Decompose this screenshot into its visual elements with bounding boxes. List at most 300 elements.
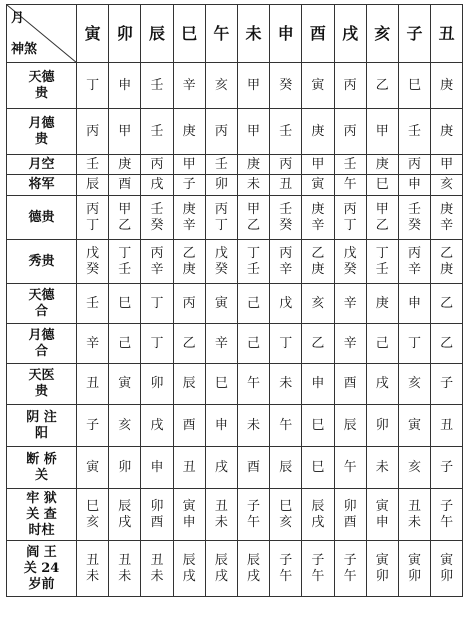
cell-value: 戌 — [214, 568, 228, 584]
cell-value: 辰 — [86, 177, 100, 192]
cell-value: 辰 — [279, 459, 293, 475]
cell-value: 丑 — [118, 552, 132, 568]
cell-value: 癸 — [343, 261, 357, 277]
cell-value: 丑 — [214, 498, 228, 514]
row-label — [7, 489, 77, 541]
row-label-line: 阳 — [34, 425, 48, 441]
cell-value: 寅 — [440, 552, 454, 568]
table-cell — [109, 155, 141, 175]
cell-value: 酉 — [182, 417, 196, 433]
table-cell — [270, 405, 302, 447]
table-cell — [173, 175, 205, 196]
table-cell — [205, 63, 237, 109]
cell-value: 戊 — [343, 245, 357, 261]
cell-value: 丑 — [150, 552, 164, 568]
cell-value: 午 — [247, 514, 261, 530]
cell-value: 丁 — [86, 217, 100, 233]
table-cell — [141, 405, 173, 447]
row-label-line: 月德 — [28, 327, 55, 343]
table-cell — [366, 240, 398, 284]
cell-value: 丙 — [407, 245, 421, 261]
cell-value: 戌 — [375, 376, 389, 391]
cell-value: 壬 — [150, 201, 164, 217]
table-cell — [77, 364, 109, 405]
cell-value: 壬 — [150, 77, 164, 93]
cell-value: 戊 — [214, 245, 228, 261]
table-cell — [237, 447, 269, 489]
cell-value: 未 — [375, 459, 389, 475]
table-cell — [141, 447, 173, 489]
table-cell — [109, 175, 141, 196]
table-cell — [77, 240, 109, 284]
table-cell — [173, 109, 205, 155]
cell-value: 巳 — [407, 77, 421, 93]
cell-value: 壬 — [247, 261, 261, 277]
month-header: 午 — [205, 5, 237, 63]
cell-value: 丑 — [440, 417, 454, 433]
cell-value: 辛 — [343, 335, 357, 351]
cell-value: 己 — [118, 335, 132, 351]
cell-value: 辰 — [182, 376, 196, 391]
cell-value: 乙 — [375, 217, 389, 233]
table-cell — [334, 155, 366, 175]
row-label-line: 合 — [34, 303, 48, 319]
cell-value: 辰 — [182, 552, 196, 568]
cell-value: 戌 — [150, 417, 164, 433]
month-header: 辰 — [141, 5, 173, 63]
table-cell — [205, 155, 237, 175]
table-cell — [205, 175, 237, 196]
table-cell — [398, 324, 430, 364]
table-cell — [205, 109, 237, 155]
table-cell — [205, 324, 237, 364]
cell-value: 午 — [279, 417, 293, 433]
cell-value: 乙 — [311, 245, 325, 261]
table-cell — [398, 447, 430, 489]
table-cell — [109, 364, 141, 405]
cell-value: 申 — [150, 459, 164, 475]
cell-value: 亥 — [407, 376, 421, 391]
row-label-line: 关 — [34, 467, 48, 483]
table-cell — [141, 489, 173, 541]
table-cell — [366, 284, 398, 324]
table-cell — [302, 155, 334, 175]
table-row — [7, 196, 463, 240]
table-cell — [141, 155, 173, 175]
cell-value: 己 — [247, 335, 261, 351]
cell-value: 己 — [375, 335, 389, 351]
table-cell — [77, 155, 109, 175]
table-cell — [77, 405, 109, 447]
row-label-line: 月空 — [28, 156, 55, 172]
cell-value: 壬 — [279, 201, 293, 217]
cell-value: 乙 — [247, 217, 261, 233]
corner-shensha-label: 神煞 — [11, 42, 38, 57]
cell-value: 庚 — [440, 123, 454, 139]
row-label — [7, 240, 77, 284]
row-label-line: 牢 狱 — [26, 490, 57, 506]
cell-value: 寅 — [407, 417, 421, 433]
table-cell — [431, 284, 463, 324]
cell-value: 丙 — [279, 156, 293, 172]
table-cell — [77, 175, 109, 196]
table-cell — [302, 364, 334, 405]
table-cell — [398, 109, 430, 155]
cell-value: 卯 — [150, 498, 164, 514]
table-cell — [77, 196, 109, 240]
table-row — [7, 324, 463, 364]
table-cell — [141, 196, 173, 240]
cell-value: 巳 — [375, 177, 389, 192]
cell-value: 卯 — [375, 417, 389, 433]
month-header: 酉 — [302, 5, 334, 63]
row-label-line: 德贵 — [28, 209, 55, 225]
table-cell — [270, 175, 302, 196]
cell-value: 亥 — [214, 77, 228, 93]
cell-value: 壬 — [407, 123, 421, 139]
table-cell — [109, 405, 141, 447]
cell-value: 子 — [440, 459, 454, 475]
cell-value: 戌 — [118, 514, 132, 530]
cell-value: 亥 — [440, 177, 454, 192]
table-row — [7, 364, 463, 405]
cell-value: 午 — [311, 568, 325, 584]
table-cell — [366, 489, 398, 541]
cell-value: 未 — [118, 568, 132, 584]
cell-value: 丙 — [86, 123, 100, 139]
table-cell — [431, 240, 463, 284]
cell-value: 乙 — [440, 335, 454, 351]
table-cell — [237, 175, 269, 196]
row-label-line: 岁前 — [28, 576, 55, 592]
cell-value: 亥 — [86, 514, 100, 530]
table-row — [7, 175, 463, 196]
cell-value: 戌 — [214, 459, 228, 475]
month-header: 戌 — [334, 5, 366, 63]
cell-value: 庚 — [118, 156, 132, 172]
month-header: 卯 — [109, 5, 141, 63]
cell-value: 辛 — [440, 217, 454, 233]
cell-value: 戊 — [279, 295, 293, 311]
table-row — [7, 109, 463, 155]
table-cell — [302, 63, 334, 109]
cell-value: 甲 — [247, 77, 261, 93]
table-cell — [109, 489, 141, 541]
table-cell — [366, 541, 398, 597]
table-cell — [334, 364, 366, 405]
table-cell — [141, 541, 173, 597]
table-cell — [334, 196, 366, 240]
cell-value: 寅 — [311, 177, 325, 192]
table-cell — [398, 175, 430, 196]
cell-value: 辰 — [311, 498, 325, 514]
cell-value: 丁 — [375, 245, 389, 261]
table-cell — [398, 541, 430, 597]
cell-value: 丙 — [343, 77, 357, 93]
table-cell — [141, 175, 173, 196]
cell-value: 申 — [311, 376, 325, 391]
cell-value: 子 — [247, 498, 261, 514]
cell-value: 丁 — [279, 335, 293, 351]
row-label-line: 时柱 — [28, 522, 55, 538]
cell-value: 癸 — [279, 217, 293, 233]
table-cell — [237, 489, 269, 541]
table-cell — [270, 489, 302, 541]
table-cell — [141, 364, 173, 405]
row-label — [7, 364, 77, 405]
table-cell — [366, 155, 398, 175]
cell-value: 庚 — [440, 201, 454, 217]
cell-value: 庚 — [311, 123, 325, 139]
table-cell — [334, 324, 366, 364]
table-cell — [109, 63, 141, 109]
cell-value: 庚 — [182, 123, 196, 139]
table-cell — [334, 175, 366, 196]
row-label — [7, 447, 77, 489]
table-row — [7, 63, 463, 109]
table-cell — [173, 324, 205, 364]
cell-value: 辛 — [214, 335, 228, 351]
cell-value: 壬 — [214, 156, 228, 172]
cell-value: 庚 — [375, 156, 389, 172]
table-cell — [398, 155, 430, 175]
table-cell — [205, 405, 237, 447]
row-label-line: 贵 — [34, 384, 48, 399]
cell-value: 庚 — [247, 156, 261, 172]
cell-value: 戌 — [311, 514, 325, 530]
row-label-line: 秀贵 — [28, 253, 55, 269]
table-cell — [173, 489, 205, 541]
table-row — [7, 155, 463, 175]
cell-value: 辛 — [86, 335, 100, 351]
cell-value: 丁 — [343, 217, 357, 233]
cell-value: 未 — [150, 568, 164, 584]
table-cell — [77, 541, 109, 597]
table-cell — [366, 109, 398, 155]
table-cell — [173, 405, 205, 447]
cell-value: 丙 — [214, 201, 228, 217]
table-cell — [334, 284, 366, 324]
row-label-line: 关 查 — [26, 506, 57, 522]
cell-value: 戌 — [182, 568, 196, 584]
table-cell — [366, 63, 398, 109]
cell-value: 甲 — [440, 156, 454, 172]
row-label-line: 贵 — [34, 131, 48, 147]
table-cell — [109, 109, 141, 155]
cell-value: 庚 — [440, 77, 454, 93]
month-header: 子 — [398, 5, 430, 63]
cell-value: 子 — [86, 417, 100, 433]
cell-value: 午 — [279, 568, 293, 584]
cell-value: 庚 — [182, 261, 196, 277]
cell-value: 巳 — [118, 295, 132, 311]
table-cell — [366, 364, 398, 405]
row-label — [7, 284, 77, 324]
cell-value: 辛 — [343, 295, 357, 311]
cell-value: 卯 — [407, 568, 421, 584]
cell-value: 辛 — [279, 261, 293, 277]
table-cell — [431, 63, 463, 109]
table-cell — [302, 489, 334, 541]
table-cell — [77, 63, 109, 109]
table-cell — [173, 284, 205, 324]
table-cell — [398, 489, 430, 541]
table-cell — [109, 324, 141, 364]
cell-value: 卯 — [343, 498, 357, 514]
table-cell — [237, 284, 269, 324]
cell-value: 子 — [182, 177, 196, 192]
cell-value: 癸 — [279, 77, 293, 93]
cell-value: 丙 — [343, 123, 357, 139]
table-row — [7, 284, 463, 324]
cell-value: 丑 — [182, 459, 196, 475]
cell-value: 巳 — [279, 498, 293, 514]
cell-value: 壬 — [375, 261, 389, 277]
cell-value: 癸 — [407, 217, 421, 233]
table-cell — [398, 405, 430, 447]
cell-value: 亥 — [118, 417, 132, 433]
table-cell — [237, 155, 269, 175]
row-label-line: 贵 — [34, 85, 48, 101]
table-cell — [77, 324, 109, 364]
cell-value: 癸 — [150, 217, 164, 233]
cell-value: 子 — [440, 376, 454, 391]
table-row — [7, 489, 463, 541]
corner-month-label: 月 — [11, 11, 25, 26]
header-row — [7, 5, 463, 63]
table-cell — [366, 196, 398, 240]
row-label — [7, 63, 77, 109]
cell-value: 午 — [247, 376, 261, 391]
cell-value: 乙 — [311, 335, 325, 351]
table-cell — [270, 541, 302, 597]
table-cell — [109, 541, 141, 597]
cell-value: 酉 — [247, 459, 261, 475]
cell-value: 丙 — [150, 245, 164, 261]
cell-value: 己 — [247, 295, 261, 311]
table-cell — [109, 284, 141, 324]
cell-value: 甲 — [247, 201, 261, 217]
table-cell — [237, 63, 269, 109]
cell-value: 丁 — [214, 217, 228, 233]
table-cell — [173, 447, 205, 489]
table-row — [7, 405, 463, 447]
cell-value: 亥 — [311, 295, 325, 311]
cell-value: 申 — [407, 177, 421, 192]
cell-value: 乙 — [375, 77, 389, 93]
table-cell — [270, 196, 302, 240]
month-header: 亥 — [366, 5, 398, 63]
month-header: 寅 — [77, 5, 109, 63]
cell-value: 辰 — [343, 417, 357, 433]
cell-value: 酉 — [150, 514, 164, 530]
cell-value: 庚 — [375, 295, 389, 311]
table-cell — [173, 155, 205, 175]
row-label-line: 合 — [34, 343, 48, 359]
cell-value: 乙 — [440, 245, 454, 261]
row-label — [7, 541, 77, 597]
cell-value: 丁 — [407, 335, 421, 351]
table-cell — [270, 63, 302, 109]
cell-value: 辛 — [407, 261, 421, 277]
cell-value: 壬 — [407, 201, 421, 217]
table-cell — [398, 284, 430, 324]
row-label — [7, 324, 77, 364]
table-cell — [302, 447, 334, 489]
cell-value: 壬 — [150, 123, 164, 139]
cell-value: 申 — [118, 77, 132, 93]
cell-value: 未 — [247, 177, 261, 192]
table-cell — [302, 405, 334, 447]
cell-value: 乙 — [182, 335, 196, 351]
cell-value: 丙 — [279, 245, 293, 261]
table-cell — [237, 364, 269, 405]
table-cell — [398, 196, 430, 240]
table-cell — [334, 240, 366, 284]
cell-value: 寅 — [86, 459, 100, 475]
table-row — [7, 240, 463, 284]
cell-value: 未 — [407, 514, 421, 530]
table-cell — [302, 196, 334, 240]
table-cell — [237, 196, 269, 240]
cell-value: 乙 — [182, 245, 196, 261]
cell-value: 庚 — [311, 261, 325, 277]
cell-value: 乙 — [118, 217, 132, 233]
cell-value: 丙 — [214, 123, 228, 139]
cell-value: 壬 — [343, 156, 357, 172]
cell-value: 未 — [86, 568, 100, 584]
cell-value: 庚 — [311, 201, 325, 217]
cell-value: 寅 — [375, 552, 389, 568]
table-cell — [270, 364, 302, 405]
table-cell — [270, 155, 302, 175]
table-row — [7, 541, 463, 597]
table-cell — [205, 489, 237, 541]
table-cell — [431, 447, 463, 489]
cell-value: 辰 — [247, 552, 261, 568]
month-header: 申 — [270, 5, 302, 63]
cell-value: 甲 — [247, 123, 261, 139]
table-cell — [431, 196, 463, 240]
table-cell — [237, 240, 269, 284]
cell-value: 癸 — [86, 261, 100, 277]
table-cell — [109, 447, 141, 489]
cell-value: 午 — [343, 177, 357, 192]
cell-value: 子 — [440, 498, 454, 514]
cell-value: 酉 — [343, 376, 357, 391]
cell-value: 卯 — [214, 177, 228, 192]
cell-value: 丁 — [150, 335, 164, 351]
table-cell — [431, 109, 463, 155]
row-label — [7, 175, 77, 196]
table-cell — [173, 541, 205, 597]
cell-value: 癸 — [214, 261, 228, 277]
cell-value: 子 — [343, 552, 357, 568]
table-cell — [431, 155, 463, 175]
table-cell — [141, 63, 173, 109]
cell-value: 壬 — [86, 295, 100, 311]
cell-value: 甲 — [375, 123, 389, 139]
cell-value: 甲 — [375, 201, 389, 217]
table-cell — [302, 541, 334, 597]
table-cell — [237, 324, 269, 364]
table-cell — [205, 196, 237, 240]
row-label — [7, 196, 77, 240]
table-cell — [270, 109, 302, 155]
cell-value: 丁 — [150, 295, 164, 311]
row-label-line: 天德 — [28, 69, 55, 85]
table-cell — [205, 284, 237, 324]
